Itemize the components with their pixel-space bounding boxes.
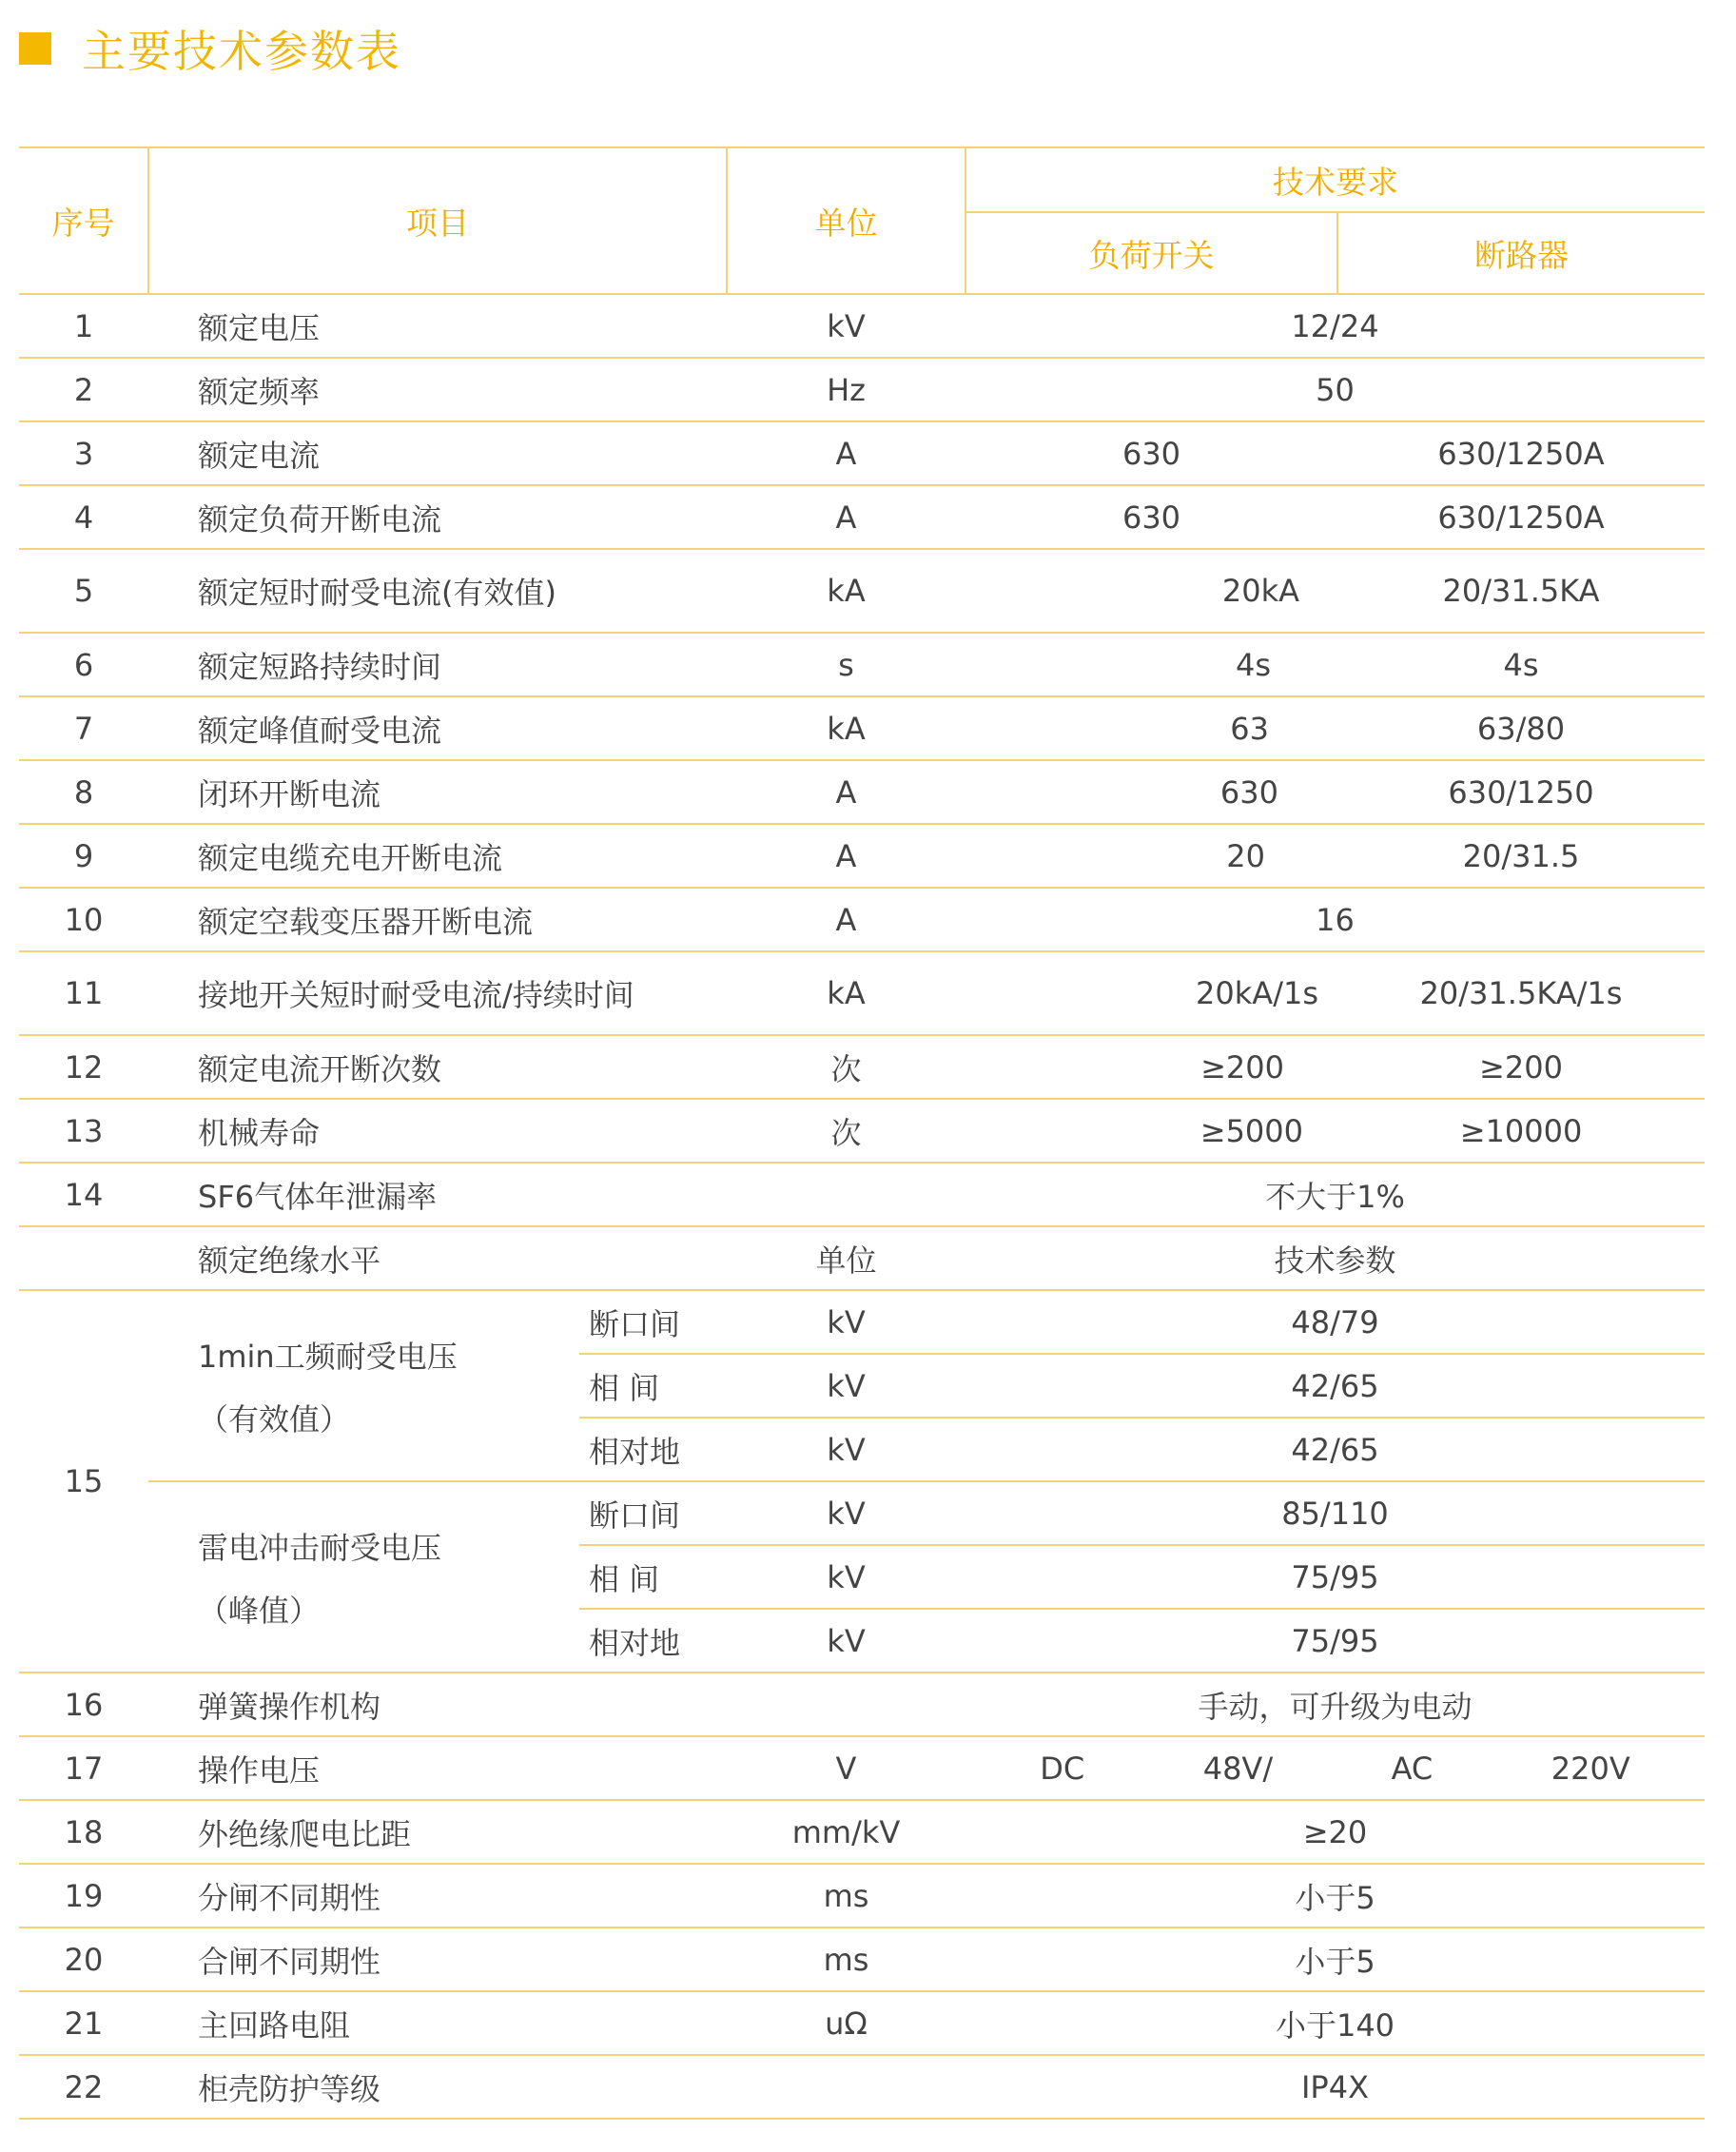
row-unit: kA [727,549,966,633]
row-load-switch: 4s [966,633,1337,696]
insulation-sub-value: 75/95 [966,1609,1705,1673]
row-load-switch: 630 [966,760,1337,824]
row-item: 额定电缆充电开断电流 [148,824,727,888]
row-no: 22 [19,2055,148,2119]
insulation-title: 额定绝缘水平 [148,1226,727,1290]
row-breaker: 630/1250A [1337,421,1705,485]
insulation-sub-value: 42/65 [966,1418,1705,1481]
row-value [966,1736,1705,1800]
table-row [19,1800,1705,1864]
table-row [19,760,1705,824]
row-load-switch: ≥200 [966,1035,1337,1099]
row-no: 4 [19,485,148,549]
row-unit: kA [727,951,966,1035]
row-load-switch: 20kA [966,549,1337,633]
operating-voltage-parts [971,1751,1699,1787]
row-value: 手动，可升级为电动 [966,1673,1705,1736]
row-item: 额定峰值耐受电流 [148,696,727,760]
voltage-part: 220V [1551,1750,1630,1787]
row-no: 13 [19,1099,148,1163]
row-item: SF6气体年泄漏率 [148,1163,727,1226]
row-breaker: 4s [1337,633,1705,696]
row-unit: uΩ [727,1991,966,2055]
row-item: 额定空载变压器开断电流 [148,888,727,951]
row-unit: 次 [727,1099,966,1163]
header-tech-req: 技术要求 [966,147,1705,212]
table-row [19,1927,1705,1991]
row-item: 操作电压 [148,1736,727,1800]
insulation-header-row [19,1226,1705,1290]
insulation-value-label: 技术参数 [966,1226,1705,1290]
row-load-switch: ≥5000 [966,1099,1337,1163]
insulation-sub-value: 85/110 [966,1481,1705,1545]
insulation-sub-unit: kV [727,1609,966,1673]
row-no: 12 [19,1035,148,1099]
row-breaker: 20/31.5KA/1s [1337,951,1705,1035]
row-no: 21 [19,1991,148,2055]
row-item: 外绝缘爬电比距 [148,1800,727,1864]
row-item: 弹簧操作机构 [148,1673,727,1736]
row-item: 额定电流 [148,421,727,485]
header-unit: 单位 [727,147,966,294]
row-breaker: ≥10000 [1337,1099,1705,1163]
row-no: 15 [19,1290,148,1673]
row-value: 12/24 [966,294,1705,358]
insulation-group-label-line1: 1min工频耐受电压 [198,1338,458,1375]
insulation-sub-name: 断口间 [579,1481,727,1545]
header-no: 序号 [19,147,148,294]
table-row [19,2055,1705,2119]
insulation-sub-value: 42/65 [966,1354,1705,1418]
row-load-switch: 630 [966,485,1337,549]
insulation-group-label-line2: （峰值） [198,1592,321,1629]
row-unit: ms [727,1864,966,1927]
row-unit: kV [727,294,966,358]
insulation-sub-name: 相对地 [579,1609,727,1673]
table-row [19,696,1705,760]
row-breaker: 20/31.5 [1337,824,1705,888]
insulation-sub-unit: kV [727,1290,966,1354]
row-no: 20 [19,1927,148,1991]
insulation-group-label [148,1481,579,1673]
row-item: 分闸不同期性 [148,1864,727,1927]
row-breaker: 63/80 [1337,696,1705,760]
header-item: 项目 [148,147,727,294]
insulation-sub-row [19,1481,1705,1545]
row-item: 接地开关短时耐受电流/持续时间 [148,951,727,1035]
row-no: 17 [19,1736,148,1800]
row-unit: A [727,888,966,951]
table-row [19,951,1705,1035]
table-row [19,1035,1705,1099]
insulation-sub-unit: kV [727,1418,966,1481]
row-no: 7 [19,696,148,760]
insulation-sub-row [19,1290,1705,1354]
row-no: 14 [19,1163,148,1226]
table-row [19,549,1705,633]
row-no: 10 [19,888,148,951]
insulation-sub-unit: kV [727,1481,966,1545]
page-title: 主要技术参数表 [82,26,401,77]
row-no: 5 [19,549,148,633]
insulation-sub-value: 48/79 [966,1290,1705,1354]
table-row [19,1099,1705,1163]
table-row [19,1673,1705,1736]
row-item: 主回路电阻 [148,1991,727,2055]
row-item: 机械寿命 [148,1099,727,1163]
row-value: 不大于1% [966,1163,1705,1226]
insulation-sub-value: 75/95 [966,1545,1705,1609]
row-value: ≥20 [966,1800,1705,1864]
insulation-sub-name: 断口间 [579,1290,727,1354]
row-item: 闭环开断电流 [148,760,727,824]
row-value: 小于5 [966,1927,1705,1991]
row-no: 11 [19,951,148,1035]
row-item: 额定电流开断次数 [148,1035,727,1099]
table-row [19,358,1705,421]
insulation-sub-name: 相对地 [579,1418,727,1481]
voltage-part: DC [1040,1750,1085,1787]
insulation-sub-name: 相 间 [579,1545,727,1609]
row-load-switch: 20 [966,824,1337,888]
table-row [19,1991,1705,2055]
row-item: 额定频率 [148,358,727,421]
row-unit: A [727,824,966,888]
row-value: 小于140 [966,1991,1705,2055]
insulation-group-label-line2: （有效值） [198,1400,351,1438]
row-value: 16 [966,888,1705,951]
row-no: 2 [19,358,148,421]
table-row [19,421,1705,485]
row-no: 18 [19,1800,148,1864]
title-square-icon [19,32,51,65]
table-row [19,485,1705,549]
row-unit [727,2055,966,2119]
row-unit: Hz [727,358,966,421]
table-row [19,1163,1705,1226]
row-unit: A [727,485,966,549]
insulation-unit-label: 单位 [727,1226,966,1290]
row-unit: V [727,1736,966,1800]
row-unit [727,1163,966,1226]
row-no: 1 [19,294,148,358]
row-no: 9 [19,824,148,888]
row-item: 额定电压 [148,294,727,358]
row-unit [727,1673,966,1736]
insulation-group-label-line1: 雷电冲击耐受电压 [198,1529,442,1566]
table-row [19,633,1705,696]
row-breaker: 630/1250A [1337,485,1705,549]
voltage-part: AC [1391,1750,1434,1787]
row-no: 16 [19,1673,148,1736]
row-load-switch: 630 [966,421,1337,485]
row-unit: A [727,421,966,485]
row-no: 19 [19,1864,148,1927]
insulation-sub-unit: kV [727,1354,966,1418]
row-item: 额定短时耐受电流(有效值) [148,549,727,633]
insulation-header-no-cell [19,1226,148,1290]
table-row [19,824,1705,888]
row-unit: 次 [727,1035,966,1099]
row-no: 3 [19,421,148,485]
row-item: 合闸不同期性 [148,1927,727,1991]
header-row-top [19,147,1705,212]
row-load-switch: 20kA/1s [966,951,1337,1035]
row-breaker: ≥200 [1337,1035,1705,1099]
row-unit: mm/kV [727,1800,966,1864]
row-unit: A [727,760,966,824]
row-no: 6 [19,633,148,696]
table-row [19,1864,1705,1927]
row-value: 小于5 [966,1864,1705,1927]
row-unit: ms [727,1927,966,1991]
row-no: 8 [19,760,148,824]
header-load-switch: 负荷开关 [966,212,1337,294]
table-row [19,1736,1705,1800]
insulation-group-label [148,1290,579,1481]
row-breaker: 630/1250 [1337,760,1705,824]
row-unit: s [727,633,966,696]
row-item: 额定短路持续时间 [148,633,727,696]
row-value: IP4X [966,2055,1705,2119]
row-item: 额定负荷开断电流 [148,485,727,549]
table-row [19,888,1705,951]
row-load-switch: 63 [966,696,1337,760]
row-breaker: 20/31.5KA [1337,549,1705,633]
row-unit: kA [727,696,966,760]
insulation-sub-unit: kV [727,1545,966,1609]
insulation-sub-name: 相 间 [579,1354,727,1418]
row-item: 柜壳防护等级 [148,2055,727,2119]
page-title-block [19,17,401,80]
row-value: 50 [966,358,1705,421]
header-breaker: 断路器 [1337,212,1705,294]
voltage-part: 48V/ [1202,1750,1274,1787]
spec-table [19,147,1705,2120]
table-row [19,294,1705,358]
